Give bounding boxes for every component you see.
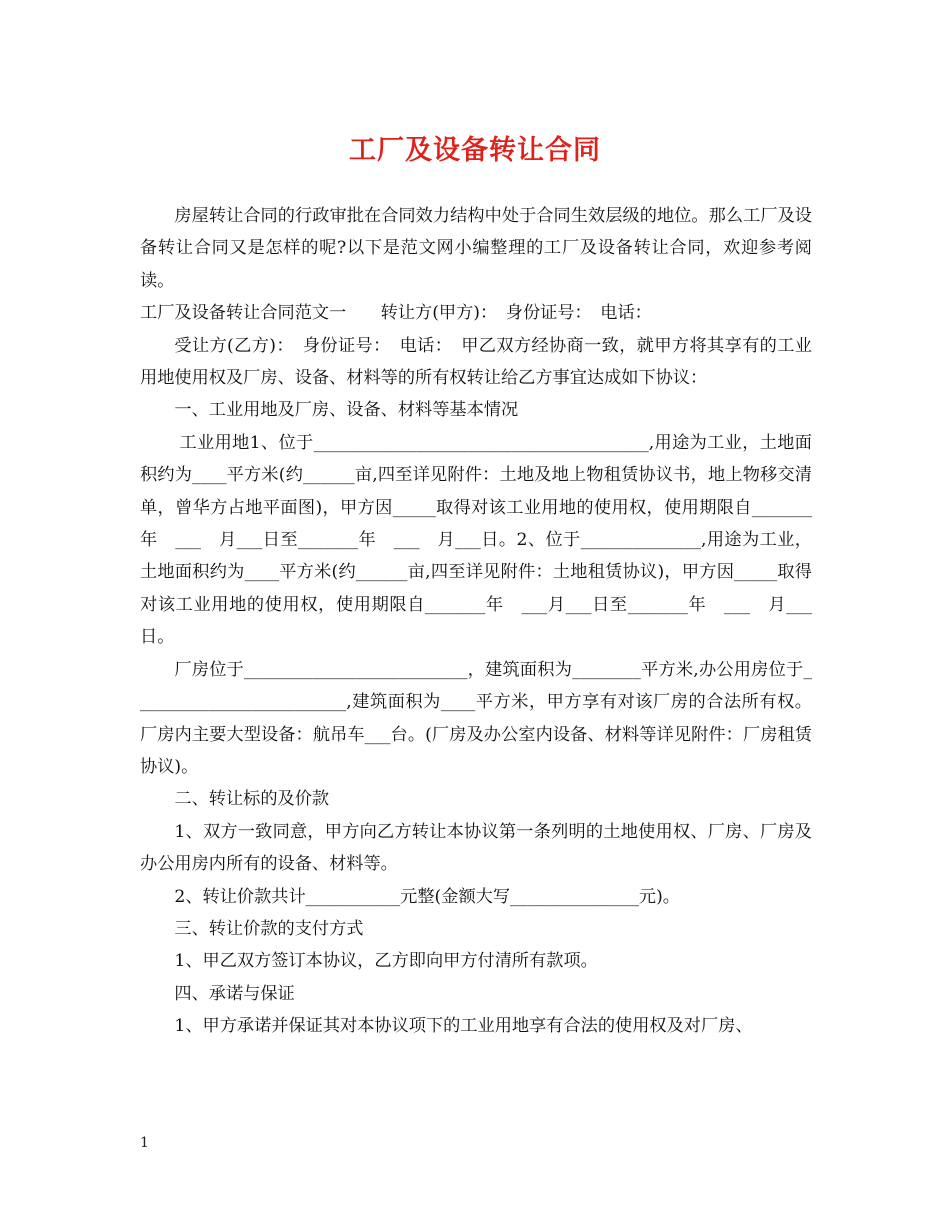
document-body bbox=[140, 200, 812, 1043]
paragraph-land-details: 工业用地1、位于_______________________________________,用途为工业，土地面积约为____平方米(约______亩,四至详见附件：土地及地上物租赁协议书，地上物移交清单，曾华方占地平面图)，甲方因_____取得对该工业用地的使用权，使用期限自_______年 ___ 月___日至_______年 ___ 月___日。2、位于______________,用途为工业，土地面积约为____平方米(约______亩,四至详见附件：土地租赁协议)，甲方因_____取得对该工业用地的使用权，使用期限自_______年 ___月___日至_______年 ___ 月___日。 bbox=[140, 432, 812, 648]
section-heading-1: 一、工业用地及厂房、设备、材料等基本情况 bbox=[174, 400, 519, 421]
document-title: 工厂及设备转让合同 bbox=[349, 135, 601, 166]
section-heading-3: 三、转让价款的支付方式 bbox=[174, 918, 364, 939]
page-number: 1 bbox=[140, 1135, 149, 1151]
paragraph-warranty: 1、甲方承诺并保证其对本协议项下的工业用地享有合法的使用权及对厂房、 bbox=[174, 1016, 753, 1037]
paragraph-payment: 1、甲乙双方签订本协议，乙方即向甲方付清所有款项。 bbox=[174, 951, 598, 972]
paragraph-parties-transferee: 受让方(乙方)： 身份证号： 电话： 甲乙双方经协商一致，就甲方将其享有的工业用地使用权及厂房、设备、材料等的所有权转让给乙方事宜达成如下协议： bbox=[140, 335, 812, 389]
paragraph-parties-transferor: 工厂及设备转让合同范文一 转让方(甲方)： 身份证号： 电话： bbox=[140, 303, 652, 324]
paragraph-transfer-subject: 1、双方一致同意，甲方向乙方转让本协议第一条列明的土地使用权、厂房、厂房及办公用房内所有的设备、材料等。 bbox=[140, 821, 812, 875]
section-heading-2: 二、转让标的及价款 bbox=[174, 789, 330, 810]
section-heading-4: 四、承诺与保证 bbox=[174, 983, 295, 1004]
paragraph-factory-details: 厂房位于__________________________，建筑面积为________平方米,办公用房位于_________________________,建筑面积为____平方米，甲方享有对该厂房的合法所有权。厂房内主要大型设备：航吊车___台。(厂房及办公室内设备、材料等详见附件：厂房租赁协议)。 bbox=[140, 659, 812, 777]
paragraph-intro: 房屋转让合同的行政审批在合同效力结构中处于合同生效层级的地位。那么工厂及设备转让合同又是怎样的呢?以下是范文网小编整理的工厂及设备转让合同，欢迎参考阅读。 bbox=[140, 206, 812, 291]
paragraph-transfer-price: 2、转让价款共计___________元整(金额大写_______________元)。 bbox=[174, 886, 680, 907]
